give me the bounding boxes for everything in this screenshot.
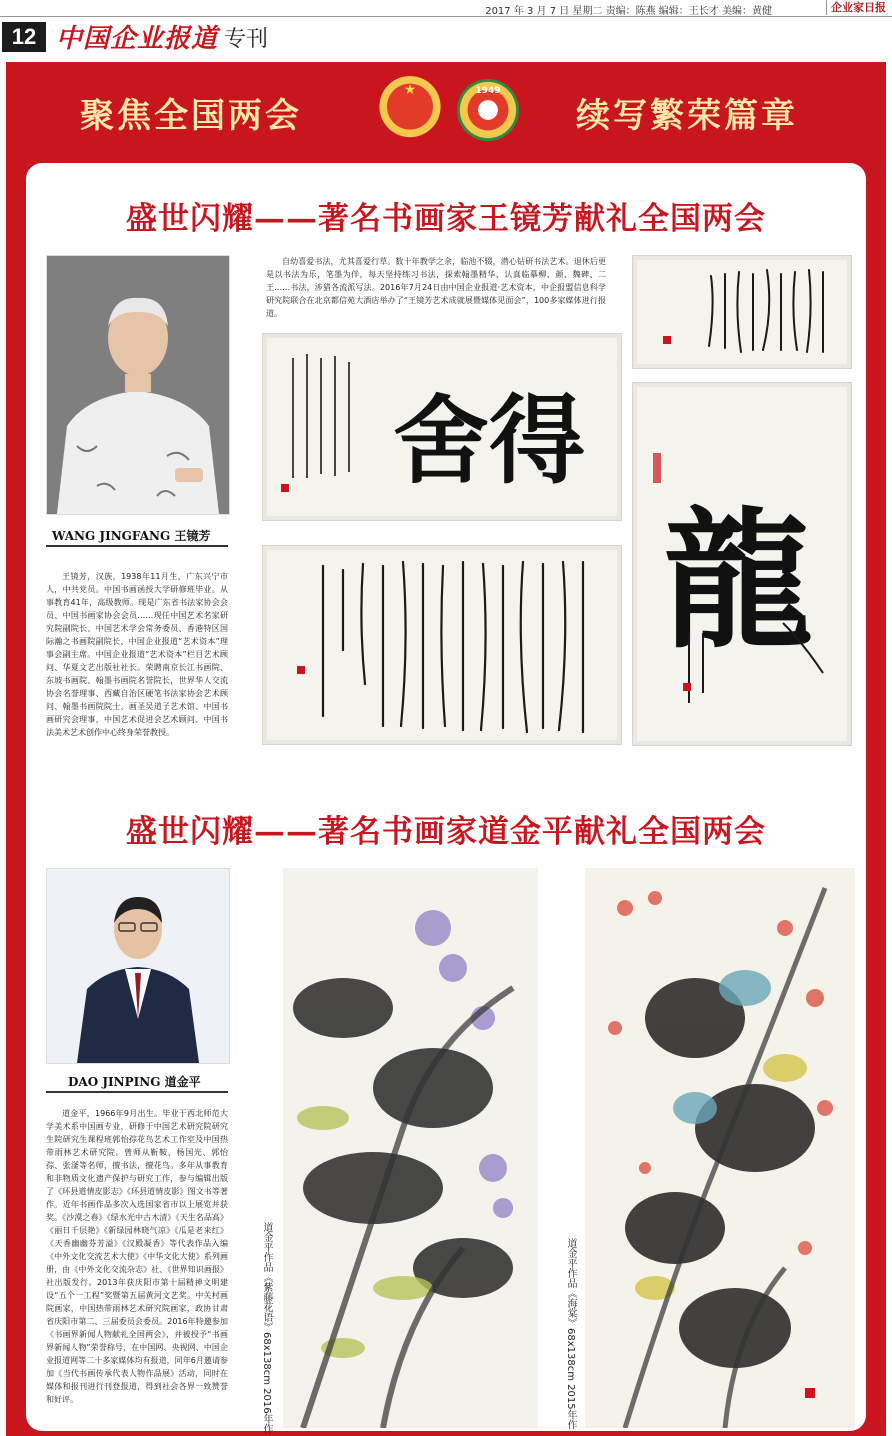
calligraphy-shede [262,333,622,521]
wang-jingfang-bio: 王镜芳，汉族，1938年11月生，广东兴宁市人，中共党员。中国书画函授大学研修班毕业。从事教育41年，高级教师。现是广东省书法家协会会员、中国书画家协会会员……现任中国艺术名家研究院副院长、中国艺术学会常务委员、香港特区国际瀚之书画院副院长、中国企业报道“艺术资本”理事会副主席。中国企业报道“艺术资本”栏目艺术顾问、华夏文艺出版社社长。荣聘南京长江书画院、东坡书画院、翰墨书画院名誉院长，世界华人交流协会名誉理事、西藏自治区硬笔书法家协会艺术顾问、翰墨书画院院士、画圣吴道子艺术馆、中国书画研究会理事，中国艺术促进会艺术顾问、中国书法美术艺术创作中心终身荣誉教授。 [46,572,228,737]
calligraphy-small-scroll [632,255,852,369]
top-info-bar [0,0,892,17]
wang-jingfang-name: WANG JINGFANG 王镜芳 [52,529,211,543]
banner-slogan-right: 续写繁荣篇章 [576,96,798,136]
begonia-painting [585,868,855,1428]
painting2-caption: 道金平作品《海棠》68x138cm 2015年作 [565,1238,576,1430]
painting1-caption: 道金平作品《紫藤花语》68x138cm 2016年作 [261,1222,272,1434]
section1-title: 盛世闪耀——著名书画家王镜芳献礼全国两会 [126,201,766,237]
wang-jingfang-intro: 自幼喜爱书法，尤其喜爱行草。数十年教学之余，临池不辍，潜心钻研书法艺术。退休后更是以书法为乐，笔墨为伴，每天坚持练习书法，探索翰墨精华，认真临摹柳、颜、魏碑、二王……书法，涉猎各流派写法。2016年7月24日由中国企业报道·艺术资本，中企报盟信息科学研究院联合在北京都信苑大酒店举办了“王镜芳艺术成就展暨媒体见面会”，100多家媒体进行报道。 [266,257,606,318]
section2-title: 盛世闪耀——著名书画家道金平献礼全国两会 [126,814,766,850]
dao-jinping-portrait [46,868,230,1064]
name-divider [46,545,228,547]
calligraphy-poem [262,545,622,745]
cppcc-emblem-icon: 1949 [454,76,522,144]
section-label: 专刊 [224,27,269,52]
paper-name: 中国企业报道 [56,24,219,54]
national-emblem-icon: ★ [376,76,444,144]
dao-jinping-bio: 道金平，1966年9月出生。毕业于西北师范大学美术系中国画专业，研修于中国艺术研究院研究生院研究生课程班郭怡孮花鸟艺术工作室及中国热带雨林艺术研究院。曾师从靳鞍、杨国光、郭怡孮、张滏等名师，擅书法，擅花鸟。多年从事教育和非物质文化遗产保护与研究工作，参与编辑出版了《环县道情皮影志》《环县道情皮影》图文书等著作。近年书画作品多次入选国家省市以上展览并获奖。《沙漠之春》《绿水光中古木清》《天生名品高》《丽日千层艳》《新绿园林晓气凉》《瓜是老来红》《天香幽幽芬芳溢》《汉殿凝香》等代表作品入编《中外文化交流艺术大使》《中华文化大使》系列画册，由《中外文化交流杂志》社、《世界知识画报》社出版发行。2013年获庆阳市第十届精神文明建设“五个一工程”奖暨第五届黄河文艺奖。中关村画院画家，中国热带雨林艺术研究院画家，政协甘肃省庆阳市第二、三届委员会委员。2016年特邀参加《书画界新闻人物献礼全国两会》，并被授予“书画界新闻人物”荣誉称号，在中国网、央视网、中国企业报道网等二十多家媒体均有报道，同年6月邀请参加《当代书画传承代表人物作品展》活动，同时在媒体和报刊进行刊登报道，得到社会各界一致赞誉和好评。 [46,1109,228,1404]
page-number: 12 [2,22,46,52]
wisteria-painting [283,868,538,1428]
issue-meta: 2017 年 3 月 7 日 星期二 责编：陈燕 编辑：王长才 美编：黄健 [485,6,772,17]
calligraphy-dragon-text: 龍 [663,493,814,669]
brand-label: 企业家日报 [826,0,890,15]
name-divider [46,1091,228,1093]
wang-jingfang-portrait [46,255,230,515]
calligraphy-dragon [632,382,852,746]
calligraphy-main-text: 舍得 [393,384,585,497]
banner-slogan-left: 聚焦全国两会 [80,96,302,136]
dao-jinping-name: DAO JINPING 道金平 [68,1075,201,1089]
